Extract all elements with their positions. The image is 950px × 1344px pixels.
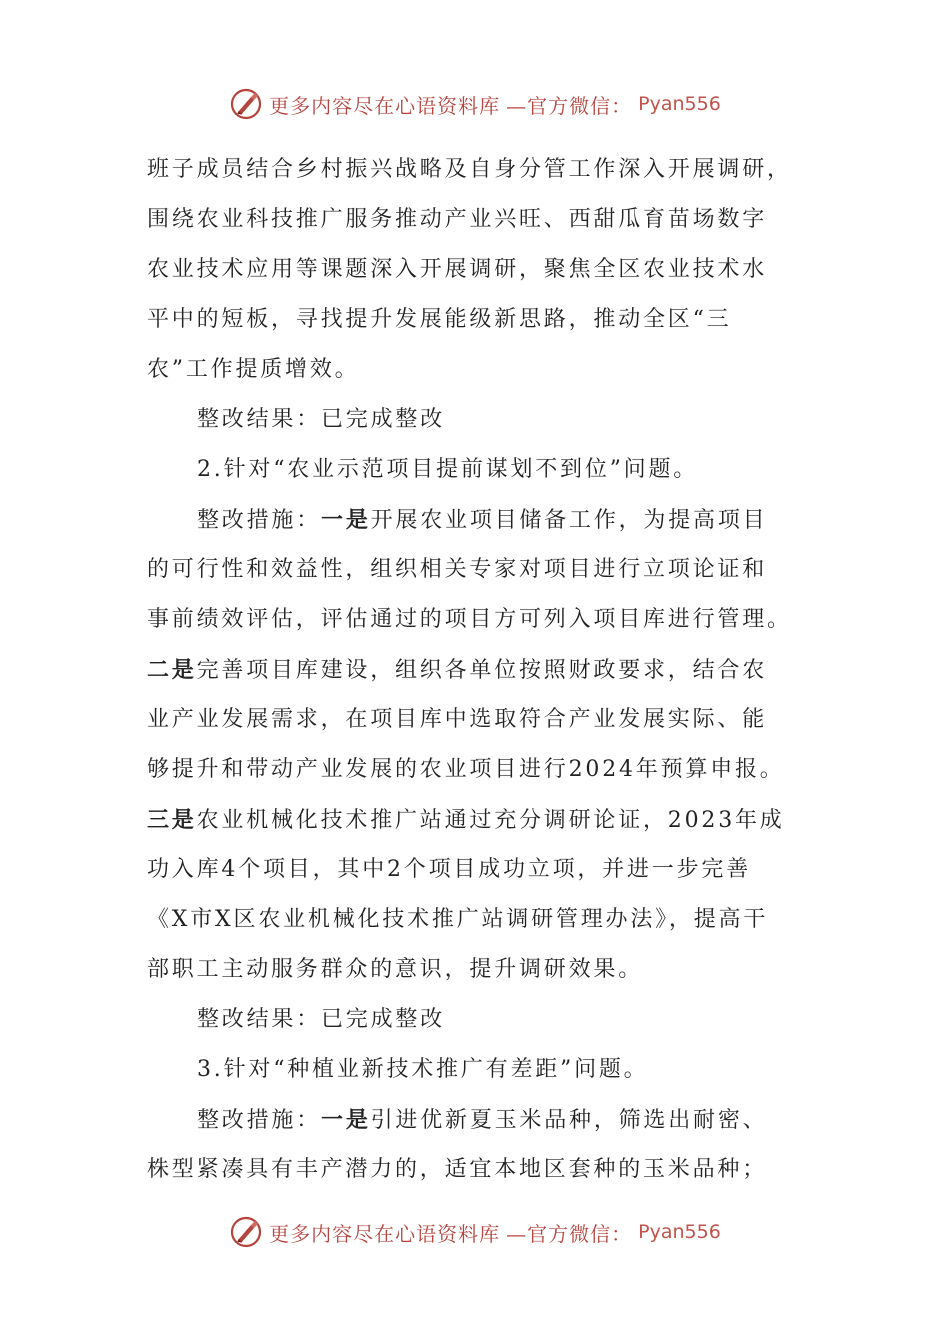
watermark-header <box>0 84 950 124</box>
text-line: 农业技术应用等课题深入开展调研，聚焦全区农业技术水 <box>147 257 768 282</box>
text-line: 班子成员结合乡村振兴战略及自身分管工作深入开展调研， <box>147 157 792 182</box>
text-line: 农”工作提质增效。 <box>147 357 360 382</box>
text-line: 的可行性和效益性，组织相关专家对项目进行立项论证和 <box>147 557 768 582</box>
measures-line: 整改措施：一是开展农业项目储备工作，为提高项目 <box>197 507 768 533</box>
watermark-main-text: 更多内容尽在心语资料库 <box>269 93 501 118</box>
watermark-handle-text: Pyan556 <box>638 1221 721 1243</box>
watermark-separator-text: —官方微信： <box>506 1221 633 1246</box>
text-line: 业产业发展需求，在项目库中选取符合产业发展实际、能 <box>147 707 768 732</box>
text-line: 《X市X区农业机械化技术推广站调研管理办法》，提高干 <box>147 907 769 932</box>
issue-heading: 3.针对“种植业新技术推广有差距”问题。 <box>197 1057 649 1082</box>
document-body <box>147 145 803 1195</box>
bold-marker: 三是 <box>147 807 197 833</box>
issue-heading: 2.针对“农业示范项目提前谋划不到位”问题。 <box>197 457 699 482</box>
bold-marker: 一是 <box>321 507 371 533</box>
rectification-result: 整改结果：已完成整改 <box>197 1007 446 1032</box>
text-line: 部职工主动服务群众的意识，提升调研效果。 <box>147 957 644 982</box>
text-line: 功入库4个项目，其中2个项目成功立项，并进一步完善 <box>147 857 751 882</box>
text-line: 够提升和带动产业发展的农业项目进行2024年预算申报。 <box>147 757 785 782</box>
measures-line: 整改措施：一是引进优新夏玉米品种，筛选出耐密、 <box>197 1107 768 1133</box>
rectification-result: 整改结果：已完成整改 <box>197 407 446 432</box>
text-line: 二是完善项目库建设，组织各单位按照财政要求，结合农 <box>147 657 768 683</box>
watermark-footer <box>0 1212 950 1252</box>
watermark-main-text: 更多内容尽在心语资料库 <box>269 1221 501 1246</box>
text-line: 围绕农业科技推广服务推动产业兴旺、西甜瓜育苗场数字 <box>147 207 768 232</box>
text-line: 株型紧凑具有丰产潜力的，适宜本地区套种的玉米品种； <box>147 1157 768 1182</box>
watermark-handle-text: Pyan556 <box>638 93 721 115</box>
bold-marker: 一是 <box>321 1107 371 1133</box>
pen-logo-icon <box>229 87 263 121</box>
pen-logo-icon <box>229 1215 263 1249</box>
bold-marker: 二是 <box>147 657 197 683</box>
text-line: 三是农业机械化技术推广站通过充分调研论证，2023年成 <box>147 807 785 833</box>
text-line: 平中的短板，寻找提升发展能级新思路，推动全区“三 <box>147 307 732 332</box>
watermark-separator-text: —官方微信： <box>506 93 633 118</box>
text-line: 事前绩效评估，评估通过的项目方可列入项目库进行管理。 <box>147 607 792 632</box>
